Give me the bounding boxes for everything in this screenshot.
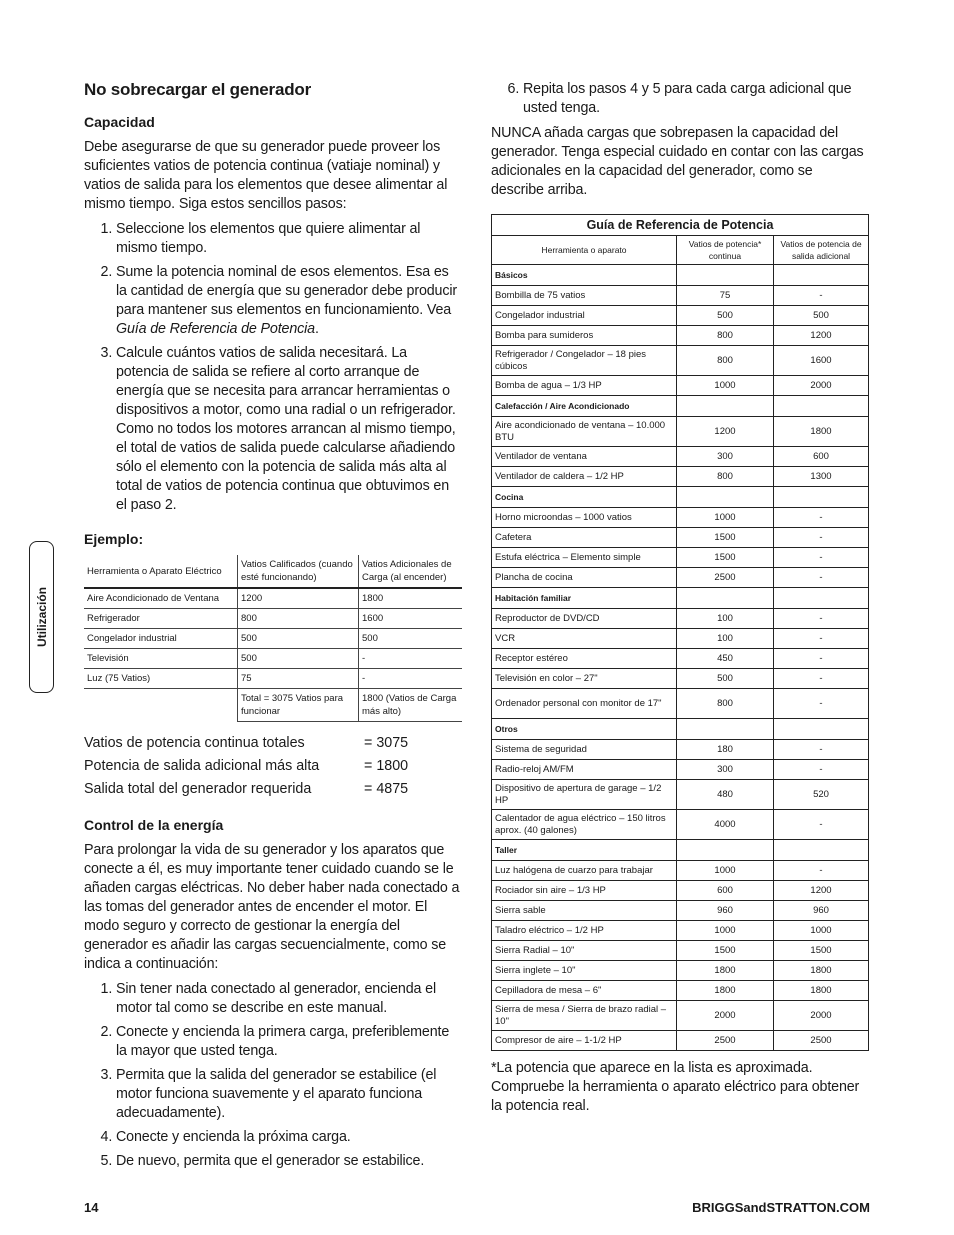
category-row <box>492 840 869 861</box>
table-cell: 1800 <box>774 417 869 447</box>
table-cell: 2000 <box>774 1001 869 1031</box>
table-cell: 1500 <box>677 941 774 961</box>
header-cell: Vatios de potencia* continua <box>677 236 774 265</box>
empty-cell <box>677 719 774 740</box>
table-row <box>492 1031 869 1051</box>
table-cell: 800 <box>677 326 774 346</box>
table-cell: - <box>774 861 869 881</box>
table-title-row <box>492 215 869 236</box>
totals-summary <box>84 732 462 801</box>
category-label: Habitación familiar <box>492 588 677 609</box>
table-cell: 600 <box>677 881 774 901</box>
table-cell: 1800 <box>774 981 869 1001</box>
table-row <box>492 901 869 921</box>
table-cell: 1200 <box>774 326 869 346</box>
table-cell: Sierra sable <box>492 901 677 921</box>
table-cell: 1800 <box>677 981 774 1001</box>
empty-cell <box>677 588 774 609</box>
table-cell: 75 <box>677 286 774 306</box>
table-cell: 1000 <box>677 861 774 881</box>
table-row <box>492 861 869 881</box>
capacidad-heading: Capacidad <box>84 114 155 130</box>
table-cell: 2500 <box>677 1031 774 1051</box>
table-row <box>492 417 869 447</box>
empty-cell <box>774 396 869 417</box>
header-cell: Vatios Adicionales de Carga (al encender) <box>359 555 463 588</box>
table-cell: - <box>774 669 869 689</box>
empty-cell <box>677 487 774 508</box>
table-cell: 1500 <box>677 528 774 548</box>
table-cell: Televisión en color – 27" <box>492 669 677 689</box>
empty-cell <box>677 265 774 286</box>
table-cell: Reproductor de DVD/CD <box>492 609 677 629</box>
table-cell: 520 <box>774 780 869 810</box>
category-label: Básicos <box>492 265 677 286</box>
category-label: Taller <box>492 840 677 861</box>
list-item: 5. De nuevo, permita que el generador se estabilice. <box>116 1152 462 1171</box>
list-item: 6. Repita los pasos 4 y 5 para cada carga adicional que usted tenga. <box>523 80 869 118</box>
table-cell: 1000 <box>677 376 774 396</box>
category-row <box>492 588 869 609</box>
total-line: Vatios de potencia continua totales = 3075 <box>84 735 409 751</box>
table-row <box>492 689 869 719</box>
table-row <box>492 1001 869 1031</box>
power-reference-table <box>491 214 869 1051</box>
table-row <box>492 609 869 629</box>
header-cell: Herramienta o aparato <box>492 236 677 265</box>
table-cell: - <box>774 609 869 629</box>
table-cell: 500 <box>677 306 774 326</box>
total-line: Salida total del generador requerida = 4875 <box>84 781 409 797</box>
table-row <box>492 528 869 548</box>
capacidad-steps <box>84 220 462 515</box>
table-cell: 500 <box>774 306 869 326</box>
footnote: *La potencia que aparece en la lista es aproximada. Compruebe la herramienta o aparato eléctrico para obtener la potencia real. <box>491 1060 860 1114</box>
table-cell: - <box>359 649 463 669</box>
table-cell: 1000 <box>677 921 774 941</box>
table-cell: 2000 <box>677 1001 774 1031</box>
table-cell: 800 <box>677 346 774 376</box>
control-steps <box>84 980 462 1171</box>
table-cell: Compresor de aire – 1-1/2 HP <box>492 1031 677 1051</box>
table-cell: Congelador industrial <box>492 306 677 326</box>
table-cell: 1200 <box>677 417 774 447</box>
guide-reference: Guía de Referencia de Potencia <box>116 321 315 337</box>
table-cell: - <box>774 810 869 840</box>
category-row <box>492 487 869 508</box>
table-cell: 1800 <box>774 961 869 981</box>
table-cell <box>84 689 238 722</box>
table-cell: 500 <box>359 629 463 649</box>
warning-paragraph: NUNCA añada cargas que sobrepasen la capacidad del generador. Tenga especial cuidado en contar con las cargas adicionales en la capacidad del generador, como se describe arriba. <box>491 125 864 198</box>
control-heading: Control de la energía <box>84 817 224 833</box>
list-item: 2. Sume la potencia nominal de esos elementos. Esa es la cantidad de energía que su generador debe producir para mantener sus elementos en funcionamiento. Vea Guía de Referencia de Potencia. <box>116 263 462 339</box>
table-row <box>492 881 869 901</box>
table-cell: 1300 <box>774 467 869 487</box>
table-cell: 1200 <box>774 881 869 901</box>
table-row <box>492 941 869 961</box>
table-cell: Ventilador de caldera – 1/2 HP <box>492 467 677 487</box>
empty-cell <box>774 487 869 508</box>
table-cell: Dispositivo de apertura de garage – 1/2 HP <box>492 780 677 810</box>
list-item: 1. Seleccione los elementos que quiere alimentar al mismo tiempo. <box>116 220 462 258</box>
page-number: 14 <box>84 1200 99 1215</box>
table-cell: Sierra Radial – 10" <box>492 941 677 961</box>
table-row <box>492 508 869 528</box>
table-row <box>492 649 869 669</box>
table-row <box>492 568 869 588</box>
table-cell: 960 <box>677 901 774 921</box>
table-header-row <box>492 236 869 265</box>
table-cell: Horno microondas – 1000 vatios <box>492 508 677 528</box>
table-cell: Ventilador de ventana <box>492 447 677 467</box>
category-label: Cocina <box>492 487 677 508</box>
table-cell: 600 <box>774 447 869 467</box>
table-cell: 1500 <box>677 548 774 568</box>
ejemplo-heading: Ejemplo: <box>84 531 144 547</box>
table-cell: 800 <box>238 609 359 629</box>
table-cell: 1000 <box>774 921 869 941</box>
table-cell: 300 <box>677 760 774 780</box>
table-cell: Refrigerador <box>84 609 238 629</box>
table-cell: Total = 3075 Vatios para funcionar <box>238 689 359 722</box>
table-cell: Aire Acondicionado de Ventana <box>84 588 238 609</box>
table-cell: - <box>774 689 869 719</box>
table-cell: 800 <box>677 689 774 719</box>
table-cell: Refrigerador / Congelador – 18 pies cúbicos <box>492 346 677 376</box>
table-row <box>492 810 869 840</box>
table-title: Guía de Referencia de Potencia <box>492 215 869 236</box>
table-cell: Ordenador personal con monitor de 17" <box>492 689 677 719</box>
table-cell: 1200 <box>238 588 359 609</box>
list-item: 1. Sin tener nada conectado al generador, encienda el motor tal como se describe en este manual. <box>116 980 462 1018</box>
website-url: BRIGGSandSTRATTON.COM <box>692 1200 870 1215</box>
left-column <box>84 80 462 1176</box>
table-row <box>84 669 462 689</box>
header-cell: Vatios Calificados (cuando esté funcionando) <box>238 555 359 588</box>
table-cell: Rociador sin aire – 1/3 HP <box>492 881 677 901</box>
control-step-6 <box>491 80 869 118</box>
table-row <box>492 306 869 326</box>
table-cell: Sierra de mesa / Sierra de brazo radial – 10" <box>492 1001 677 1031</box>
table-cell: - <box>774 286 869 306</box>
table-row <box>492 286 869 306</box>
empty-cell <box>677 840 774 861</box>
table-row <box>492 780 869 810</box>
table-cell: 800 <box>677 467 774 487</box>
section-title: No sobrecargar el generador <box>84 80 312 99</box>
empty-cell <box>774 719 869 740</box>
table-cell: Luz halógena de cuarzo para trabajar <box>492 861 677 881</box>
table-cell: 500 <box>677 669 774 689</box>
category-label: Calefacción / Aire Acondicionado <box>492 396 677 417</box>
table-cell: 1600 <box>359 609 463 629</box>
table-row <box>84 629 462 649</box>
table-cell: 500 <box>238 629 359 649</box>
table-cell: 1500 <box>774 941 869 961</box>
table-cell: Calentador de agua eléctrico – 150 litros aprox. (40 galones) <box>492 810 677 840</box>
table-cell: Plancha de cocina <box>492 568 677 588</box>
list-item: 4. Conecte y encienda la próxima carga. <box>116 1128 462 1147</box>
table-cell: 1000 <box>677 508 774 528</box>
side-tab-label: Utilización <box>34 586 49 648</box>
table-row <box>492 376 869 396</box>
table-cell: 2000 <box>774 376 869 396</box>
example-table <box>84 555 462 722</box>
table-cell: 1600 <box>774 346 869 376</box>
table-cell: 500 <box>238 649 359 669</box>
table-row <box>492 346 869 376</box>
table-row <box>84 609 462 629</box>
table-cell: - <box>774 508 869 528</box>
category-row <box>492 719 869 740</box>
table-cell: 100 <box>677 609 774 629</box>
table-cell: VCR <box>492 629 677 649</box>
table-row <box>492 447 869 467</box>
empty-cell <box>774 588 869 609</box>
table-row <box>492 921 869 941</box>
empty-cell <box>774 840 869 861</box>
table-cell: Bomba de agua – 1/3 HP <box>492 376 677 396</box>
control-intro: Para prolongar la vida de su generador y los aparatos que conecte a él, es muy importante tener cuidado cuando se le añaden cargas eléctricas. No deber haber nada conectado a las tomas del generador antes de encender el motor. El modo seguro y correcto de gestionar la energía del generador es añadir las cargas secuencialmente, como se indica a continuación: <box>84 842 460 972</box>
category-row <box>492 265 869 286</box>
table-cell: Receptor estéreo <box>492 649 677 669</box>
header-cell: Herramienta o Aparato Eléctrico <box>84 555 238 588</box>
header-cell: Vatios de potencia de salida adicional <box>774 236 869 265</box>
total-line: Potencia de salida adicional más alta = 1800 <box>84 758 409 774</box>
table-cell: 2500 <box>677 568 774 588</box>
table-cell: - <box>774 629 869 649</box>
right-column <box>491 80 869 1116</box>
table-cell: - <box>774 568 869 588</box>
table-cell: 100 <box>677 629 774 649</box>
table-cell: Estufa eléctrica – Elemento simple <box>492 548 677 568</box>
table-cell: - <box>774 528 869 548</box>
table-row <box>492 467 869 487</box>
list-item: 3. Calcule cuántos vatios de salida necesitará. La potencia de salida se refiere al corto arranque de energía que se necesita para arrancar herramientas o dispositivos a motor, como una radial o un refrigerador. Como no todos los motores arrancan al mismo tiempo, el total de vatios de salida puede calcularse añadiendo sólo el elemento con la potencia de salida más alta al total de vatios de potencia continua que obtuvimos en el paso 2. <box>116 344 462 515</box>
table-cell: 4000 <box>677 810 774 840</box>
table-cell: 180 <box>677 740 774 760</box>
table-row <box>84 689 462 722</box>
table-cell: Taladro eléctrico – 1/2 HP <box>492 921 677 941</box>
table-cell: Congelador industrial <box>84 629 238 649</box>
table-cell: 2500 <box>774 1031 869 1051</box>
category-row <box>492 396 869 417</box>
table-cell: Luz (75 Vatios) <box>84 669 238 689</box>
table-cell: Cafetera <box>492 528 677 548</box>
empty-cell <box>774 265 869 286</box>
table-row <box>492 326 869 346</box>
table-row <box>492 548 869 568</box>
table-cell: - <box>774 548 869 568</box>
table-cell: Aire acondicionado de ventana – 10.000 BTU <box>492 417 677 447</box>
table-cell: Sierra inglete – 10" <box>492 961 677 981</box>
table-row <box>492 669 869 689</box>
table-cell: 960 <box>774 901 869 921</box>
table-cell: 75 <box>238 669 359 689</box>
table-cell: - <box>774 740 869 760</box>
list-item: 3. Permita que la salida del generador se estabilice (el motor funciona suavemente y el aparato funciona adecuadamente). <box>116 1066 462 1123</box>
table-header-row <box>84 555 462 588</box>
table-cell: - <box>774 649 869 669</box>
table-cell: - <box>359 669 463 689</box>
table-row <box>84 588 462 609</box>
list-item: 2. Conecte y encienda la primera carga, preferiblemente la mayor que usted tenga. <box>116 1023 462 1061</box>
table-cell: Bomba para sumideros <box>492 326 677 346</box>
table-row <box>84 649 462 669</box>
table-cell: 480 <box>677 780 774 810</box>
table-cell: 300 <box>677 447 774 467</box>
table-row <box>492 981 869 1001</box>
table-cell: - <box>774 760 869 780</box>
table-row <box>492 629 869 649</box>
table-row <box>492 961 869 981</box>
category-label: Otros <box>492 719 677 740</box>
table-cell: Cepilladora de mesa – 6" <box>492 981 677 1001</box>
table-cell: 1800 <box>359 588 463 609</box>
table-cell: 450 <box>677 649 774 669</box>
table-cell: 1800 (Vatios de Carga más alto) <box>359 689 463 722</box>
table-cell: Televisión <box>84 649 238 669</box>
table-cell: Bombilla de 75 vatios <box>492 286 677 306</box>
section-side-tab <box>29 541 54 693</box>
capacidad-intro: Debe asegurarse de que su generador puede proveer los suficientes vatios de potencia continua (vatiaje nominal) y vatios de salida para los elementos que desee alimentar al mismo tiempo. Siga estos sencillos pasos: <box>84 139 448 212</box>
table-row <box>492 740 869 760</box>
empty-cell <box>677 396 774 417</box>
table-row <box>492 760 869 780</box>
table-cell: Radio-reloj AM/FM <box>492 760 677 780</box>
table-cell: Sistema de seguridad <box>492 740 677 760</box>
table-cell: 1800 <box>677 961 774 981</box>
